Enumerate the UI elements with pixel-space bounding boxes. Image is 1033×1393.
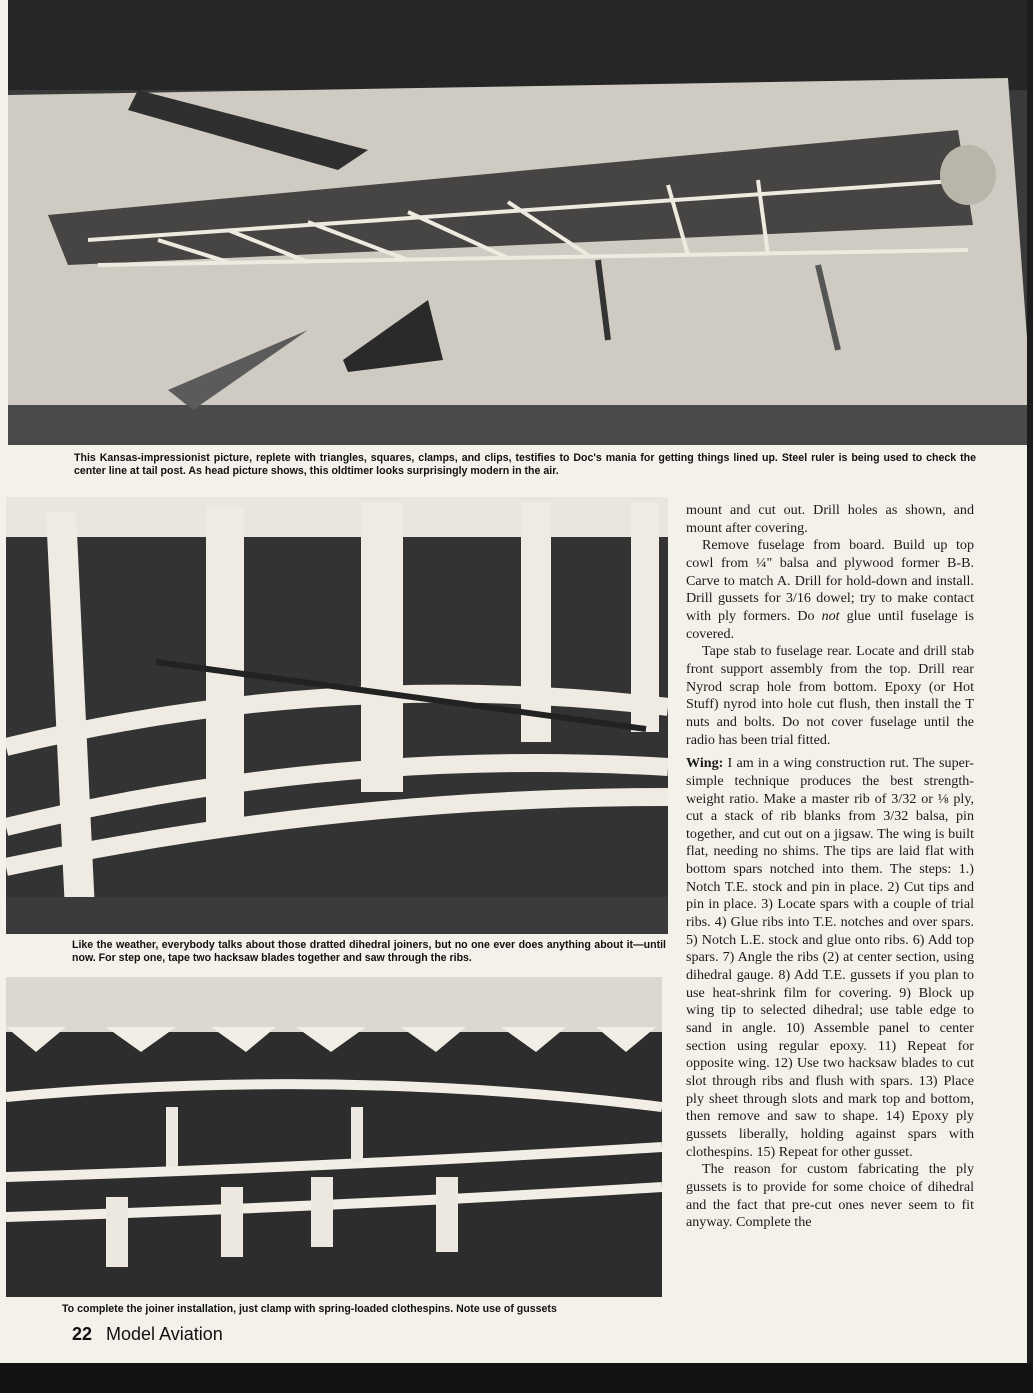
scan-edge-bottom xyxy=(0,1363,1033,1393)
section-lead-wing: Wing: xyxy=(686,755,724,772)
article-paragraph: Remove fuselage from board. Build up top cowl from ¼" balsa and plywood former B-B. Carve to match A. Drill for hold-down and install. Drill gussets for 3/16 dowel; try to make contact with ply formers. Do not glue until fuselage is covered. xyxy=(686,537,974,642)
page-number: 22 xyxy=(72,1324,93,1344)
magazine-title: Model Aviation xyxy=(106,1324,223,1344)
bottom-caption-text: To complete the joiner installation, just clamp with spring-loaded clothespins. Note use of gussets xyxy=(62,1303,557,1315)
middle-photo-caption xyxy=(72,939,666,965)
article-paragraph: The reason for custom fabricating the ply gussets is to provide for some choice of dihedral and the fact that pre-cut ones never seem to fit anyway. Complete the xyxy=(686,1161,974,1231)
article-paragraph: mount and cut out. Drill holes as shown, and mount after covering. xyxy=(686,502,974,536)
clothespin-joiner-photo xyxy=(6,977,662,1297)
page-folio xyxy=(72,1324,223,1345)
fuselage-photo xyxy=(8,0,1033,445)
wing-section-paragraph: Wing: I am in a wing construction rut. The super-simple technique produces the best strength-weight ratio. Make a master rib of 3/32 or ⅛ ply, cut a stack of rib blanks from 3/32 balsa, pin together, and cut out on a jigsaw. The wing is built flat, needing no shims. The tips are laid flat with bottom spars notched into them. The steps: 1.) Notch T.E. stock and pin in place. 2) Cut tips and pin in place. 3) Locate spars with a couple of trial ribs. 4) Glue ribs into T.E. notches and over spars. 5) Notch L.E. stock and glue onto ribs. 6) Add top spars. 7) Angle the ribs (2) at center section, using dihedral gauge. 8) Add T.E. gussets if you plan to use heat-shrink film for covering. 9) Block up wing tip to selected dihedral; use table edge to sand in angle. 10) Assemble panel to center section using regular epoxy. 11) Repeat for opposite wing. 12) Use two hacksaw blades to cut slot through ribs and flush with spars. 13) Place ply sheet through slots and mark top and bottom, then remove and saw to shape. 14) Epoxy ply gussets liberally, holding against spars with clothespins. 15) Repeat for other gusset. xyxy=(686,755,974,1160)
bottom-photo-caption xyxy=(62,1303,662,1316)
top-photo-caption xyxy=(74,452,976,478)
top-caption-text: This Kansas-impressionist picture, replete with triangles, squares, clamps, and clips, testifies to Doc's mania for getting things lined up. Steel ruler is being used to check the center line at tail post. As head picture shows, this oldtimer looks surprisingly modern in the air. xyxy=(74,452,976,477)
wing-ribs-photo xyxy=(6,497,668,934)
scan-edge-right xyxy=(1027,0,1033,1393)
emphasis-not: not xyxy=(821,607,840,624)
middle-caption-text: Like the weather, everybody talks about those dratted dihedral joiners, but no one ever does anything about it—until now. For step one, tape two hacksaw blades together and saw through the ribs. xyxy=(72,939,666,964)
article-column xyxy=(686,502,974,1232)
article-paragraph: Tape stab to fuselage rear. Locate and drill stab front support assembly from the top. Drill rear Nyrod scrap hole from bottom. Epoxy (or Hot Stuff) nyrod into hole cut flush, then install the T nuts and bolts. Do not cover fuselage until the radio has been trial fitted. xyxy=(686,643,974,748)
